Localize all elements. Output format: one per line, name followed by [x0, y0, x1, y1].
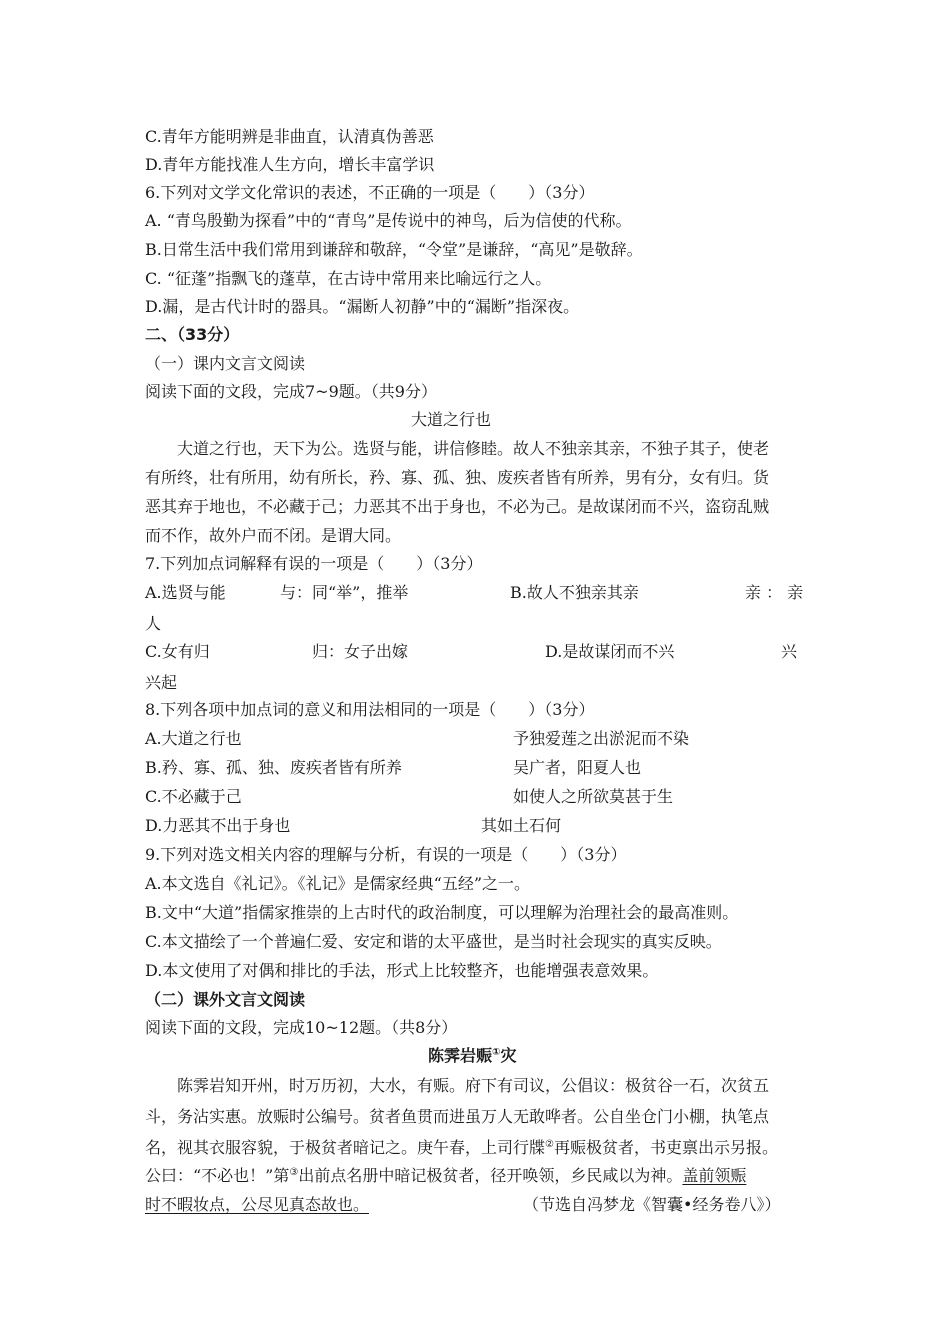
q8-option-c-compare: 如使人之所欲莫甚于生 [513, 787, 674, 806]
q8-option-d-compare: 其如土石何 [481, 816, 562, 835]
passage-1-title: 大道之行也 [411, 410, 492, 429]
q7-option-d: D.是故谋闭而不兴 [545, 642, 675, 661]
passage-1-line: 恶其弃于地也，不必藏于己；力恶其不出于身也，不必为己。是故谋闭而不兴，盗窃乱贼 [145, 497, 770, 516]
q7-option-b-gloss: 亲 ： 亲 [745, 583, 804, 602]
passage-2-title: 陈霁岩赈①灾 [428, 1046, 517, 1065]
underlined-sentence: 盖前领赈 [682, 1166, 747, 1185]
section-2-part-2-label: （二）课外文言文阅读 [145, 990, 306, 1009]
passage-2-line: 名，视其衣服容貌，于极贫者暗记之。庚午春，上司行牒②再赈极贫者，书吏禀出示另报。 [145, 1138, 778, 1157]
section-2-heading: 二、（33分） [145, 325, 240, 344]
footnote-marker: ① [492, 1047, 501, 1058]
q6-option-b: B.日常生活中我们常用到谦辞和敬辞，“令堂”是谦辞，“高见”是敬辞。 [145, 240, 643, 259]
passage-2-line: 斗，务沾实惠。放赈时公编号。贫者鱼贯而进虽万人无敢哗者。公自坐仓门小棚，执笔点 [145, 1107, 770, 1126]
q5-option-d: D.青年方能找准人生方向，增长丰富学识 [145, 155, 435, 174]
q7-option-c-gloss: 归：女子出嫁 [312, 642, 409, 661]
q7-option-c: C.女有归 [145, 642, 210, 661]
q7-option-b: B.故人不独亲其亲 [510, 583, 639, 602]
q9-stem: 9.下列对选文相关内容的理解与分析，有误的一项是（ ）（3分） [145, 845, 627, 864]
section-2-part-1-label: （一）课内文言文阅读 [145, 354, 306, 373]
q8-option-a: A.大道之行也 [145, 729, 242, 748]
q9-option-a: A.本文选自《礼记》。《礼记》是儒家经典“五经”之一。 [145, 874, 531, 893]
q8-option-c: C.不必藏于己 [145, 787, 242, 806]
q9-option-d: D.本文使用了对偶和排比的手法，形式上比较整齐，也能增强表意效果。 [145, 961, 659, 980]
q7-option-a-gloss: 与：同“举”，推举 [280, 583, 409, 602]
passage-2-line: 陈霁岩知开州，时万历初，大水，有赈。府下有司议，公倡议：极贫谷一石，次贫五 [177, 1076, 770, 1095]
footnote-marker: ③ [289, 1167, 299, 1178]
q6-stem: 6.下列对文学文化常识的表述，不正确的一项是（ ）（3分） [145, 183, 595, 202]
part-2-instructions: 阅读下面的文段，完成10~12题。（共8分） [145, 1018, 458, 1037]
q6-option-a: A. “青鸟殷勤为探看”中的“青鸟”是传说中的神鸟，后为信使的代称。 [145, 211, 632, 230]
q8-option-b: B.矜、寡、孤、独、废疾者皆有所养 [145, 758, 402, 777]
q7-option-a: A.选贤与能 [145, 583, 226, 602]
q8-option-b-compare: 吴广者，阳夏人也 [513, 758, 642, 777]
part-1-instructions: 阅读下面的文段，完成7~9题。（共9分） [145, 382, 437, 401]
underlined-sentence-continued: 时不暇妆点，公尽见真态故也。 [145, 1195, 370, 1214]
passage-2-source: （节选自冯梦龙《智囊•经务卷八》） [523, 1195, 781, 1214]
q7-option-d-gloss: 兴 [781, 642, 798, 661]
q5-option-c: C.青年方能明辨是非曲直，认清真伪善恶 [145, 127, 434, 146]
passage-2-line: 公曰：“不必也！”第③出前点名册中暗记极贫者，径开唤领，乡民咸以为神。盖前领赈 [145, 1166, 747, 1185]
q7-option-b-gloss-wrap: 人 [145, 614, 162, 633]
q9-option-b: B.文中“大道”指儒家推崇的上古时代的政治制度，可以理解为治理社会的最高准则。 [145, 903, 739, 922]
q8-option-a-compare: 予独爱莲之出淤泥而不染 [513, 729, 690, 748]
q6-option-c: C. “征蓬”指飘飞的蓬草，在古诗中常用来比喻远行之人。 [145, 269, 552, 288]
q6-option-d: D.漏，是古代计时的器具。“漏断人初静”中的“漏断”指深夜。 [145, 297, 580, 316]
passage-1-line: 有所终，壮有所用，幼有所长，矜、寡、孤、独、废疾者皆有所养，男有分，女有归。货 [145, 468, 770, 487]
q7-option-d-gloss-wrap: 兴起 [145, 673, 178, 692]
q7-stem: 7.下列加点词解释有误的一项是（ ）（3分） [145, 554, 483, 573]
q8-option-d: D.力恶其不出于身也 [145, 816, 291, 835]
passage-1-line: 大道之行也，天下为公。选贤与能，讲信修睦。故人不独亲其亲，不独子其子，使老 [177, 439, 770, 458]
passage-1-line: 而不作，故外户而不闭。是谓大同。 [145, 526, 402, 545]
q8-stem: 8.下列各项中加点词的意义和用法相同的一项是（ ）（3分） [145, 700, 595, 719]
q9-option-c: C.本文描绘了一个普遍仁爱、安定和谐的太平盛世，是当时社会现实的真实反映。 [145, 932, 722, 951]
footnote-marker: ② [545, 1139, 554, 1150]
